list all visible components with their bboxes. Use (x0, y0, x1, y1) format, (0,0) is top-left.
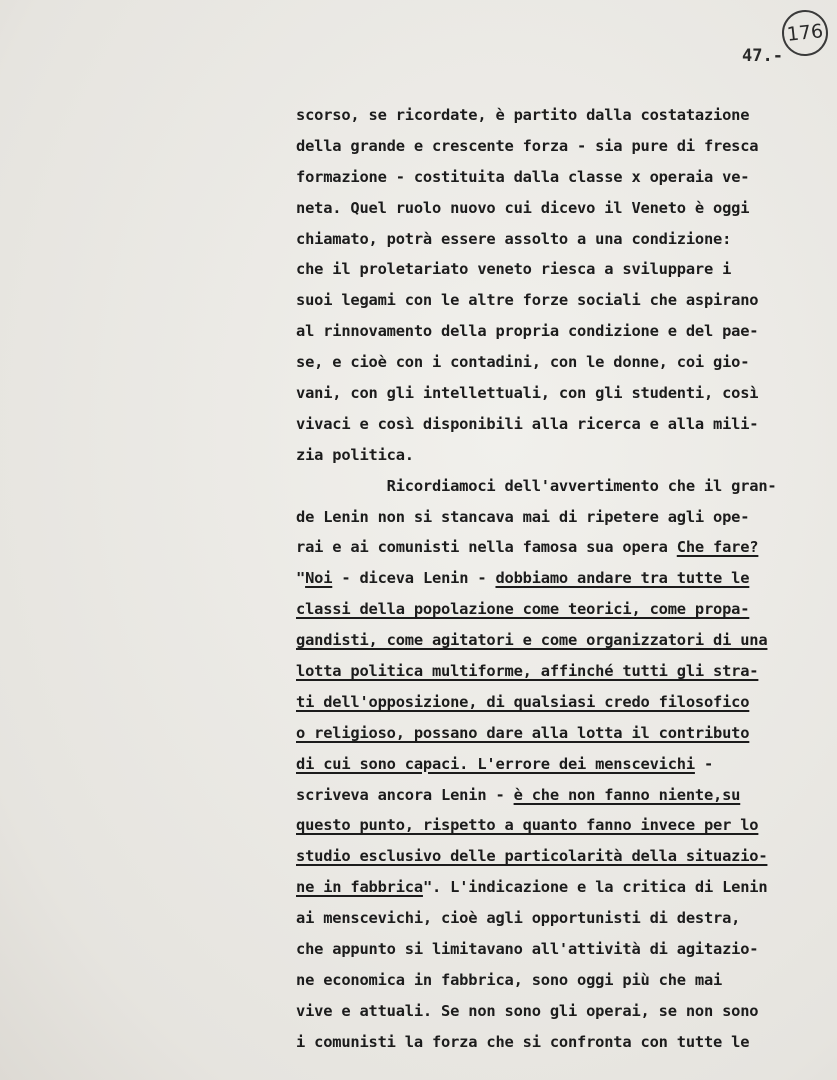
underlined-quote-segment: è che non fanno niente,su (513, 785, 741, 804)
text-segment: scriveva ancora Lenin - (296, 785, 514, 804)
text-segment: che appunto si limitavano all'attività di agitazio- (296, 940, 759, 959)
text-line (296, 780, 821, 811)
text-line (296, 285, 821, 316)
text-segment: vivaci e così disponibili alla ricerca e alla mili- (296, 414, 759, 433)
text-segment: della grande e crescente forza - sia pure di fresca (296, 136, 759, 155)
text-line (296, 810, 821, 841)
text-line (296, 625, 821, 656)
underlined-quote-segment: lotta politica multiforme, affinché tutti gli stra- (296, 662, 759, 681)
text-segment: suoi legami con le altre forze sociali che aspirano (296, 291, 759, 310)
underlined-quote-segment: studio esclusivo delle particolarità della situazio- (296, 847, 768, 866)
text-segment: chiamato, potrà essere assolto a una condizione: (296, 229, 732, 248)
underlined-quote-segment: gandisti, come agitatori e come organizzatori di una (296, 631, 768, 650)
text-segment: vani, con gli intellettuali, con gli studenti, così (296, 384, 759, 403)
text-line (296, 193, 821, 224)
text-line (296, 440, 821, 471)
text-segment: ne economica in fabbrica, sono oggi più che mai (296, 970, 723, 989)
underlined-quote-segment: o religioso, possano dare alla lotta il contributo (296, 723, 750, 742)
text-segment: scorso, se ricordate, è partito dalla costatazione (296, 106, 750, 124)
text-line (296, 1027, 821, 1058)
text-segment: rai e ai comunisti nella famosa sua opera (296, 538, 677, 557)
archive-number-stamp: 176 (780, 8, 831, 59)
text-line (296, 100, 821, 131)
text-line (296, 532, 821, 563)
text-segment: i comunisti la forza che si confronta con tutte le (296, 1032, 750, 1051)
text-line (296, 872, 821, 903)
underlined-quote-segment: ne in fabbrica (296, 878, 423, 897)
text-line (296, 996, 821, 1027)
text-segment: - (694, 754, 714, 773)
text-line (296, 471, 821, 502)
text-line (296, 254, 821, 285)
text-line (296, 502, 821, 533)
text-segment: neta. Quel ruolo nuovo cui dicevo il Veneto è oggi (296, 198, 750, 217)
text-line (296, 718, 821, 749)
underlined-quote-segment: ti dell'opposizione, di qualsiasi credo filosofico (296, 692, 750, 711)
text-segment: x (631, 167, 641, 186)
text-line (296, 224, 821, 255)
underlined-quote-segment: Noi (305, 569, 333, 588)
text-line (296, 162, 821, 193)
text-line (296, 903, 821, 934)
underlined-quote-segment: dobbiamo andare tra tutte le (495, 569, 750, 588)
text-line (296, 965, 821, 996)
text-segment: vive e attuali. Se non sono gli operai, se non sono (296, 1001, 759, 1020)
text-segment: ". L'indicazione e la critica di Lenin (422, 878, 768, 897)
text-line (296, 409, 821, 440)
underlined-quote-segment: Che fare? (676, 538, 759, 557)
text-line (296, 656, 821, 687)
text-line (296, 841, 821, 872)
text-segment: " (296, 569, 306, 588)
text-line (296, 594, 821, 625)
document-body (296, 100, 821, 1058)
text-segment: de Lenin non si stancava mai di ripetere agli ope- (296, 507, 750, 526)
text-segment: se, e cioè con i contadini, con le donne, coi gio- (296, 353, 750, 372)
text-line (296, 687, 821, 718)
page-number: 47.- (742, 46, 783, 66)
text-segment: - diceva Lenin - (332, 569, 496, 588)
text-line (296, 316, 821, 347)
text-line (296, 131, 821, 162)
text-line (296, 563, 821, 594)
underlined-quote-segment: questo punto, rispetto a quanto fanno invece per lo (296, 816, 759, 835)
text-line (296, 347, 821, 378)
underlined-quote-segment: classi della popolazione come teorici, come propa- (296, 600, 750, 619)
text-line (296, 378, 821, 409)
text-segment: al rinnovamento della propria condizione e del pae- (296, 322, 759, 341)
text-line (296, 934, 821, 965)
text-segment: zia politica. (296, 445, 414, 464)
text-segment: Ricordiamoci dell'avvertimento che il gran- (296, 476, 777, 495)
text-line (296, 749, 821, 780)
text-segment: operaia ve- (640, 167, 750, 186)
underlined-quote-segment: di cui sono capaci. L'errore dei menscevichi (296, 754, 695, 773)
text-segment: che il proletariato veneto riesca a sviluppare i (296, 260, 732, 279)
text-segment: ai menscevichi, cioè agli opportunisti di destra, (296, 909, 741, 928)
text-segment: formazione - costituita dalla classe (296, 167, 632, 186)
